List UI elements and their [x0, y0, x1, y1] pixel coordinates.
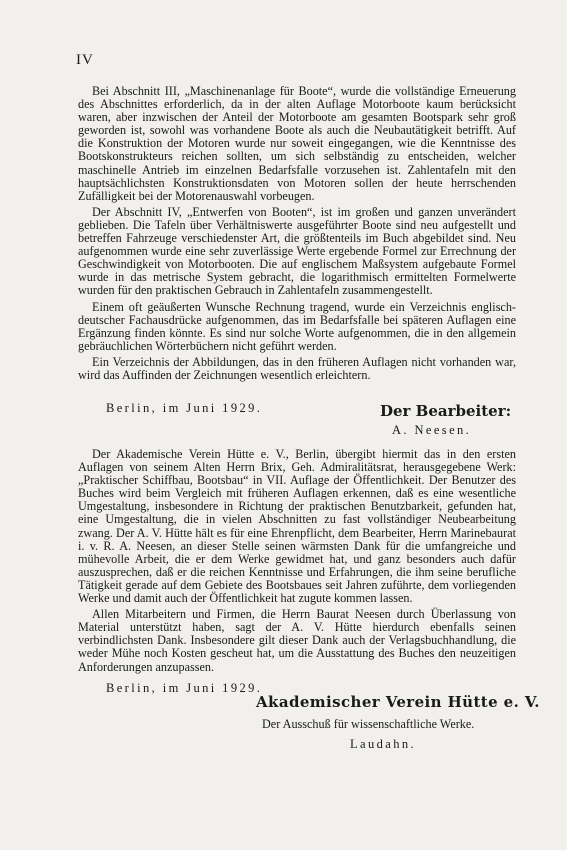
association-signature-name: Laudahn.	[350, 737, 417, 751]
foreword-dateline: Berlin, im Juni 1929.	[106, 681, 263, 695]
editor-signature-title: Der Bearbeiter:	[380, 402, 512, 420]
association-committee-line: Der Ausschuß für wissenschaftliche Werke.	[262, 717, 475, 731]
preface-paragraph: Ein Verzeichnis der Abbildungen, das in den früheren Auflagen nicht vorhanden war, wird das Auffinden der Zeichnungen wesentlich erleichtern.	[78, 354, 516, 382]
preface-paragraph: Bei Abschnitt III, „Maschinenanlage für Boote“, wurde die vollständige Erneuerung des Abschnittes erforderlich, da in der alten Auflage Motorboote kaum berücksicht waren, aber inzwischen der Anteil der Motorboote am gesamten Bootspark sehr groß geworden ist, sowohl was vorhandene Boote als auch die Neubautätigkeit betrifft. Auf die Konstruktion der Motoren wurde nur soweit eingegangen, wie die Kenntnisse des Bootskonstrukteurs reichen sollten, um sich selbständig zu entscheiden, welcher maschinelle Antrieb im einzelnen Bedarfsfalle vorzusehen ist. Zahlentafeln mit den hauptsächlichsten Konstruktionsdaten von Motoren sollen der heute herrschenden Zufälligkeit bei der Motorenauswahl vorbeugen.	[78, 84, 516, 203]
foreword-paragraph: Der Akademische Verein Hütte e. V., Berlin, übergibt hiermit das in den ersten Auflagen von seinem Alten Herrn Brix, Geh. Admiralitätsrat, herausgegebene Werk: „Praktischer Schiffbau, Bootsbau“ in VII. Auflage der Öffentlichkeit. Der Benutzer des Buches wird beim Vergleich mit früheren Auflagen erkennen, daß es eine wesentliche Umgestaltung, insbesondere in Richtung der praktischen Benutzbarkeit, gefunden hat, eine Umgestaltung, die in vielen Abschnitten zu fast vollständiger Neubearbeitung zwang. Der A. V. Hütte hält es für eine Ehrenpflicht, dem Bearbeiter, Herrn Marinebaurat i. v. R. A. Neesen, an dieser Stelle seinen wärmsten Dank für die umfangreiche und mühevolle Arbeit, die er dem Werke gewidmet hat, und ganz besonders auch dafür auszusprechen, daß er die reichen Kenntnisse und Erfahrungen, die ihm seine berufliche Tätigkeit gerade auf dem Gebiete des Bootsbaues seit Jahren zuführte, dem vorliegenden Werke und damit auch der Öffentlichkeit hat zugute kommen lassen.	[78, 447, 516, 606]
editor-signature-name: A. Neesen.	[392, 423, 472, 437]
preface-text	[78, 85, 516, 382]
preface-dateline: Berlin, im Juni 1929.	[106, 401, 263, 415]
preface-paragraph: Einem oft geäußerten Wunsche Rechnung tragend, wurde ein Verzeichnis englisch-deutscher Fachausdrücke aufgenommen, das im Bedarfsfalle bei späteren Auflagen eine Ergänzung finden könnte. Es sind nur solche Worte aufgenommen, die in den allgemein gebräuchlichen Wörterbüchern nicht geführt werden.	[78, 299, 516, 353]
association-signature-title: Akademischer Verein Hütte e. V.	[256, 693, 540, 711]
foreword-text	[78, 448, 516, 674]
foreword-paragraph: Allen Mitarbeitern und Firmen, die Herrn Baurat Neesen durch Überlassung von Material unterstützt haben, sagt der A. V. Hütte hierdurch ebenfalls seinen verbindlichsten Dank. Insbesondere gilt dieser Dank auch der Verlagsbuchhandlung, die weder Mühe noch Kosten gescheut hat, um die Ausstattung des Buches den neuzeitigen Anforderungen anzupassen.	[78, 607, 516, 674]
preface-paragraph: Der Abschnitt IV, „Entwerfen von Booten“, ist im großen und ganzen unverändert geblieben. Die Tafeln über Verhältniswerte ausgeführter Boote sind neu aufgestellt und betreffen Fahrzeuge verschiedenster Art, die größtenteils im Buch abgebildet sind. Neu aufgenommen wurde eine sehr zuverlässige Werte ergebende Formel zur Errechnung der Geschwindigkeit von Motorbooten. Die auf englischem Maßsystem aufgebaute Formel wurde in das metrische System gebracht, die logarithmisch ermittelten Formelwerte wurden für den praktischen Gebrauch in Zahlentafeln zusammengestellt.	[78, 204, 516, 298]
page-number: IV	[76, 52, 94, 68]
